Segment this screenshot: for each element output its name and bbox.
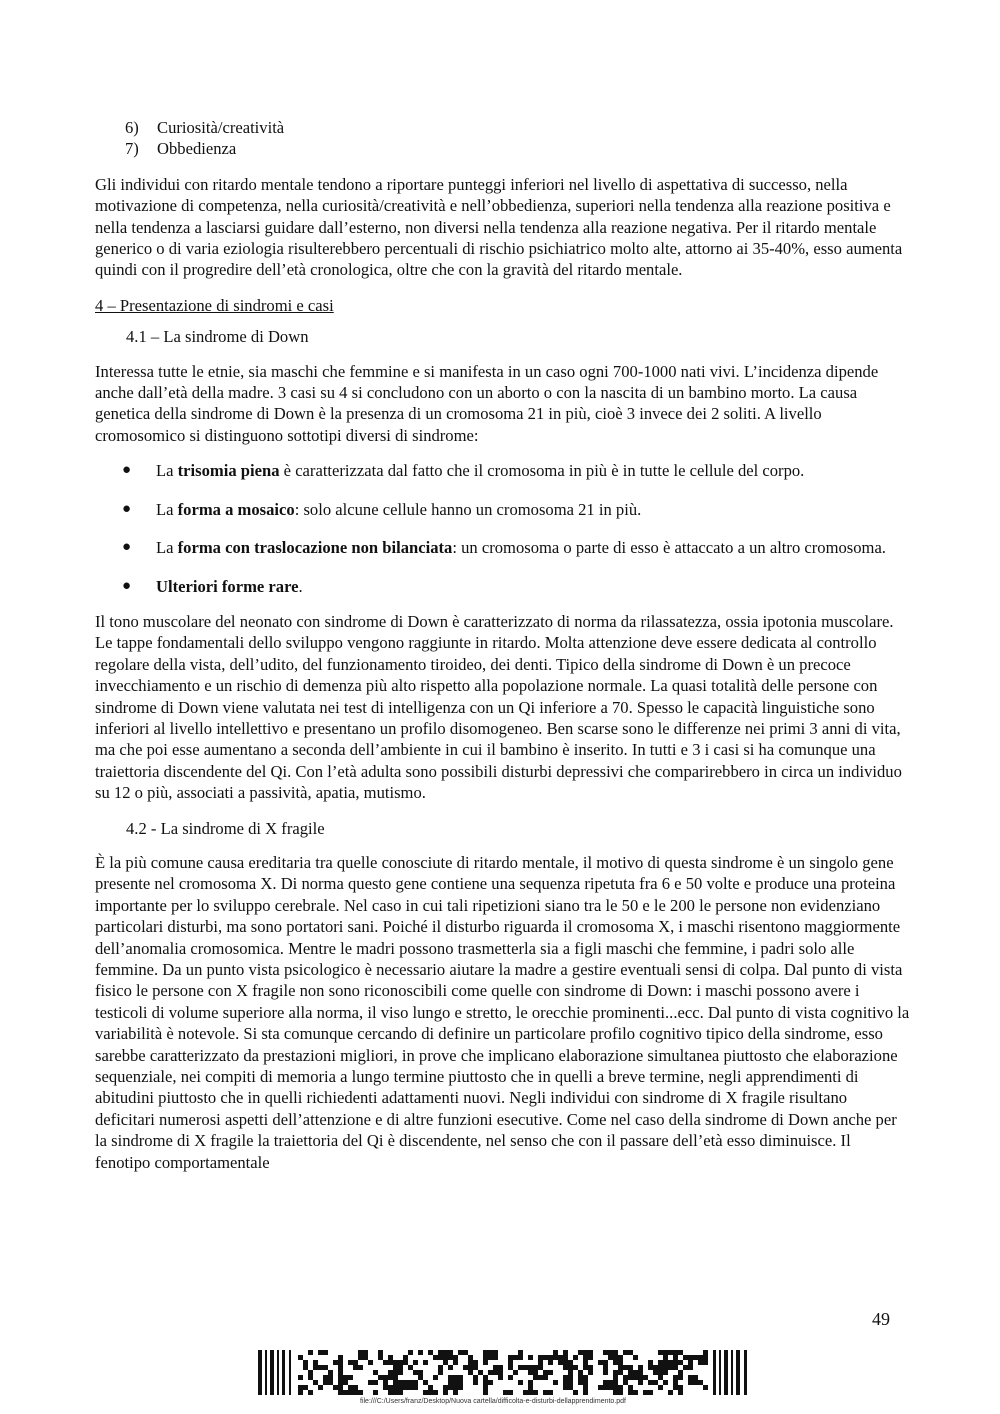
bullet-icon: ●	[122, 539, 132, 556]
document-body	[95, 117, 910, 1187]
bullet-item: ● La forma con traslocazione non bilanciata: un cromosoma o parte di esso è attaccato a un altro cromosoma.	[95, 537, 910, 558]
numbered-list	[95, 117, 910, 160]
bullet-item: ● La forma a mosaico: solo alcune cellule hanno un cromosoma 21 in più.	[95, 499, 910, 520]
subsection-title-down: 4.1 – La sindrome di Down	[126, 327, 309, 347]
list-text: Obbedienza	[157, 139, 237, 159]
bullet-icon: ●	[122, 500, 132, 517]
list-item	[95, 117, 910, 138]
bullet-icon: ●	[122, 462, 132, 479]
bullet-icon: ●	[122, 577, 132, 594]
bullet-item: ● Ulteriori forme rare.	[95, 576, 910, 597]
page-number: 49	[872, 1309, 890, 1329]
barcode-icon	[258, 1350, 748, 1395]
subsection-title-x-fragile: 4.2 - La sindrome di X fragile	[126, 818, 325, 838]
paragraph-down-details: Il tono muscolare del neonato con sindrome di Down è caratterizzato di norma da rilassatezza, ossia ipotonia muscolare. Le tappe fondamentali dello sviluppo vengono raggiunte in ritardo. Molta attenzione deve essere dedicata al controllo regolare della vista, dell’udito, del funzionamento tiroideo, dei denti. Tipico della sindrome di Down è un precoce invecchiamento e un rischio di demenza più alto rispetto alla popolazione normale. La quasi totalità delle persone con sindrome di Down viene valutata nei test di intelligenza con un Qi inferiore a 70. Spesso le capacità linguistiche sono inferiori al livello intellettivo e presentano un profilo disomogeneo. Ben scarse sono le differenze nei primi 3 anni di vita, ma che poi esse aumentano a seconda dell’ambiente in cui il bambino è inserito. In tutti e 3 i casi si ha comunque una traiettoria discendente del Qi. Con l’età adulta sono possibili disturbi depressivi che comparirebbero in circa un individuo su 12 o più, associati a passività, apatia, mutismo.	[95, 611, 902, 803]
list-number: 7)	[125, 139, 139, 159]
list-number: 6)	[125, 118, 139, 137]
bullet-term: forma a mosaico	[177, 499, 295, 519]
list-text: Curiosità/creatività	[157, 118, 285, 137]
paragraph-risk: Gli individui con ritardo mentale tendono a riportare punteggi inferiori nel livello di aspettativa di successo, nella motivazione di competenza, nella curiosità/creatività e nell’obbedienza, superiori nella tendenza alla reazione positiva e nella tendenza a lasciarsi guidare dall’esterno, non diversi nella tendenza alla reazione negativa. Per il ritardo mentale generico o di varia eziologia risulterebbero percentuali di rischio psichiatrico molto alte, attorno ai 35-40%, esso aumenta quindi con il progredire dell’età cronologica, oltre che con la gravità del ritardo mentale.	[95, 174, 903, 280]
bullet-list	[95, 460, 910, 597]
list-item	[95, 138, 910, 159]
bullet-item: ● La trisomia piena è caratterizzata dal fatto che il cromosoma in più è in tutte le cellule del corpo.	[95, 460, 910, 481]
bullet-term: forma con traslocazione non bilanciata	[177, 538, 453, 558]
bullet-term: trisomia piena	[177, 461, 280, 481]
footer-file-path: file:///C:/Users/franz/Desktop/Nuova cartella/difficolta-e-disturbi-dellapprendimento.pdf	[360, 1398, 626, 1405]
bullet-term: Ulteriori forme rare	[156, 576, 299, 596]
paragraph-x-fragile: È la più comune causa ereditaria tra quelle conosciute di ritardo mentale, il motivo di questa sindrome è un singolo gene presente nel cromosoma X. Di norma questo gene contiene una sequenza ripetuta fra 6 e 50 volte e produce una proteina importante per lo sviluppo cerebrale. Nel caso in cui tali ripetizioni siano tra le 50 e le 200 le persone non evidenziano particolari disturbi, ma sono portatori sani. Poiché il disturbo riguarda il cromosoma X, i maschi risentono maggiormente dell’anomalia cromosomica. Mentre le madri possono trasmetterla sia a figli maschi che femmine, i padri solo alle femmine. Da un punto vista psicologico è necessario aiutare la madre a gestire eventuali sensi di colpa. Dal punto di vista fisico le persone con X fragile non sono riconoscibili come quelle con sindrome di Down: i maschi possono avere i testicoli di volume superiore alla norma, il viso lungo e stretto, le orecchie prominenti...ecc. Dal punto di vista cognitivo la variabilità è notevole. Si sta comunque cercando di definire un particolare profilo cognitivo tipico della sindrome, esso sarebbe caratterizzato da prestazioni migliori, in prove che implicano elaborazione simultanea piuttosto che elaborazione sequenziale, nei compiti di memoria a lungo termine piuttosto che in quelli a breve termine, negli apprendimenti di abitudini piuttosto che in quelli richiedenti adattamenti nuovi. Negli individui con sindrome di X fragile risultano deficitari numerosi aspetti dell’attenzione e di altre funzioni esecutive. Come nel caso della sindrome di Down anche per la sindrome di X fragile la traiettoria del Qi è discendente, nel senso che con il passare dell’età esso diminuisce. Il fenotipo comportamentale	[95, 852, 910, 1172]
section-title: 4 – Presentazione di sindromi e casi	[95, 295, 334, 315]
paragraph-down-intro: Interessa tutte le etnie, sia maschi che femmine e si manifesta in un caso ogni 700-1000 nati vivi. L’incidenza dipende anche dall’età della madre. 3 casi su 4 si concludono con un aborto o con la nascita di un bambino morto. La causa genetica della sindrome di Down è la presenza di un cromosoma 21 in più, cioè 3 invece dei 2 soliti. A livello cromosomico si distinguono sottotipi diversi di sindrome:	[95, 361, 879, 445]
